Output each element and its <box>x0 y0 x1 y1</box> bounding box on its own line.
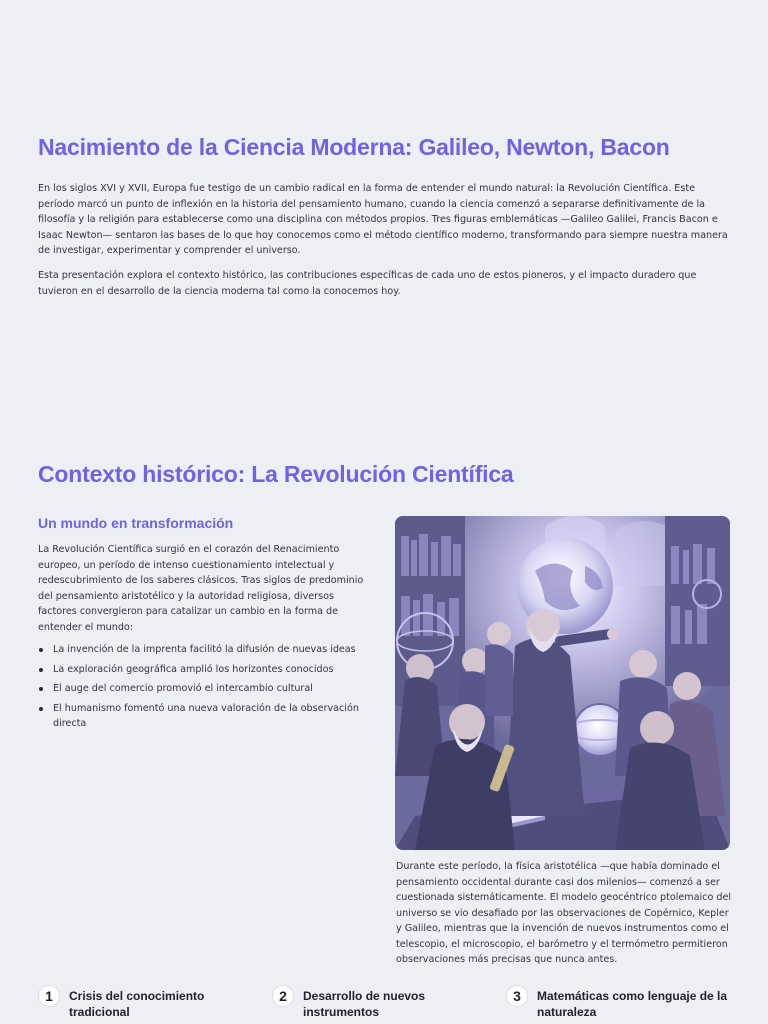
key-point-card <box>272 988 498 1020</box>
list-item: La invención de la imprenta facilitó la difusión de nuevas ideas <box>38 642 368 658</box>
section-title: Contexto histórico: La Revolución Científica <box>38 461 514 487</box>
card-title: Desarrollo de nuevos instrumentos <box>303 989 426 1019</box>
list-item: El auge del comercio promovió el intercambio cultural <box>38 681 368 697</box>
factors-list <box>38 642 368 736</box>
card-number: 3 <box>506 985 528 1007</box>
list-item: El humanismo fomentó una nueva valoración de la observación directa <box>38 701 368 732</box>
page-title: Nacimiento de la Ciencia Moderna: Galileo, Newton, Bacon <box>38 134 670 160</box>
key-point-card <box>38 988 264 1020</box>
overview-paragraph: Esta presentación explora el contexto histórico, las contribuciones específicas de cada uno de estos pioneros, y el impacto duradero que tuvieron en el desarrollo de la ciencia moderna tal como la conocemos hoy. <box>38 270 697 297</box>
card-title: Crisis del conocimiento tradicional <box>69 989 205 1019</box>
scientists-illustration <box>395 516 730 850</box>
list-item: La exploración geográfica amplió los horizontes conocidos <box>38 662 368 678</box>
card-title: Matemáticas como lenguaje de la naturaleza <box>537 989 728 1019</box>
card-number: 2 <box>272 985 294 1007</box>
section-subtitle: Un mundo en transformación <box>38 515 234 531</box>
key-points <box>38 988 732 1020</box>
card-number: 1 <box>38 985 60 1007</box>
physics-paragraph: Durante este período, la física aristotélica —que había dominado el pensamiento occidental durante casi dos milenios— comenzó a ser cuestionada sistemáticamente. El modelo geocéntrico ptolemaico del universo se vio desafiado por las observaciones de Copérnico, Kepler y Galileo, mientras que la invención de nuevos instrumentos como el telescopio, el microscopio, el barómetro y el termómetro permitieron observaciones más precisas que nunca antes. <box>396 861 732 965</box>
context-paragraph: La Revolución Científica surgió en el corazón del Renacimiento europeo, un período de intenso cuestionamiento intelectual y redescubrimiento de los saberes clásicos. Tras siglos de predominio del pensamiento aristotélico y la autoridad religiosa, diversos factores convergieron para catalizar un cambio en la forma de entender el mundo: <box>38 544 364 633</box>
key-point-card <box>506 988 732 1020</box>
intro-paragraph: En los siglos XVI y XVII, Europa fue testigo de un cambio radical en la forma de entender el mundo natural: la Revolución Científica. Este período marcó un punto de inflexión en la historia del pensamiento humano, cuando la ciencia comenzó a separarse definitivamente de la filosofía y la religión para establecerse como una disciplina con métodos propios. Tres figuras emblemáticas —Galileo Galilei, Francis Bacon e Isaac Newton— sentaron las bases de lo que hoy conocemos como el método científico moderno, transformando para siempre nuestra manera de investigar, experimentar y comprender el universo. <box>38 183 728 256</box>
